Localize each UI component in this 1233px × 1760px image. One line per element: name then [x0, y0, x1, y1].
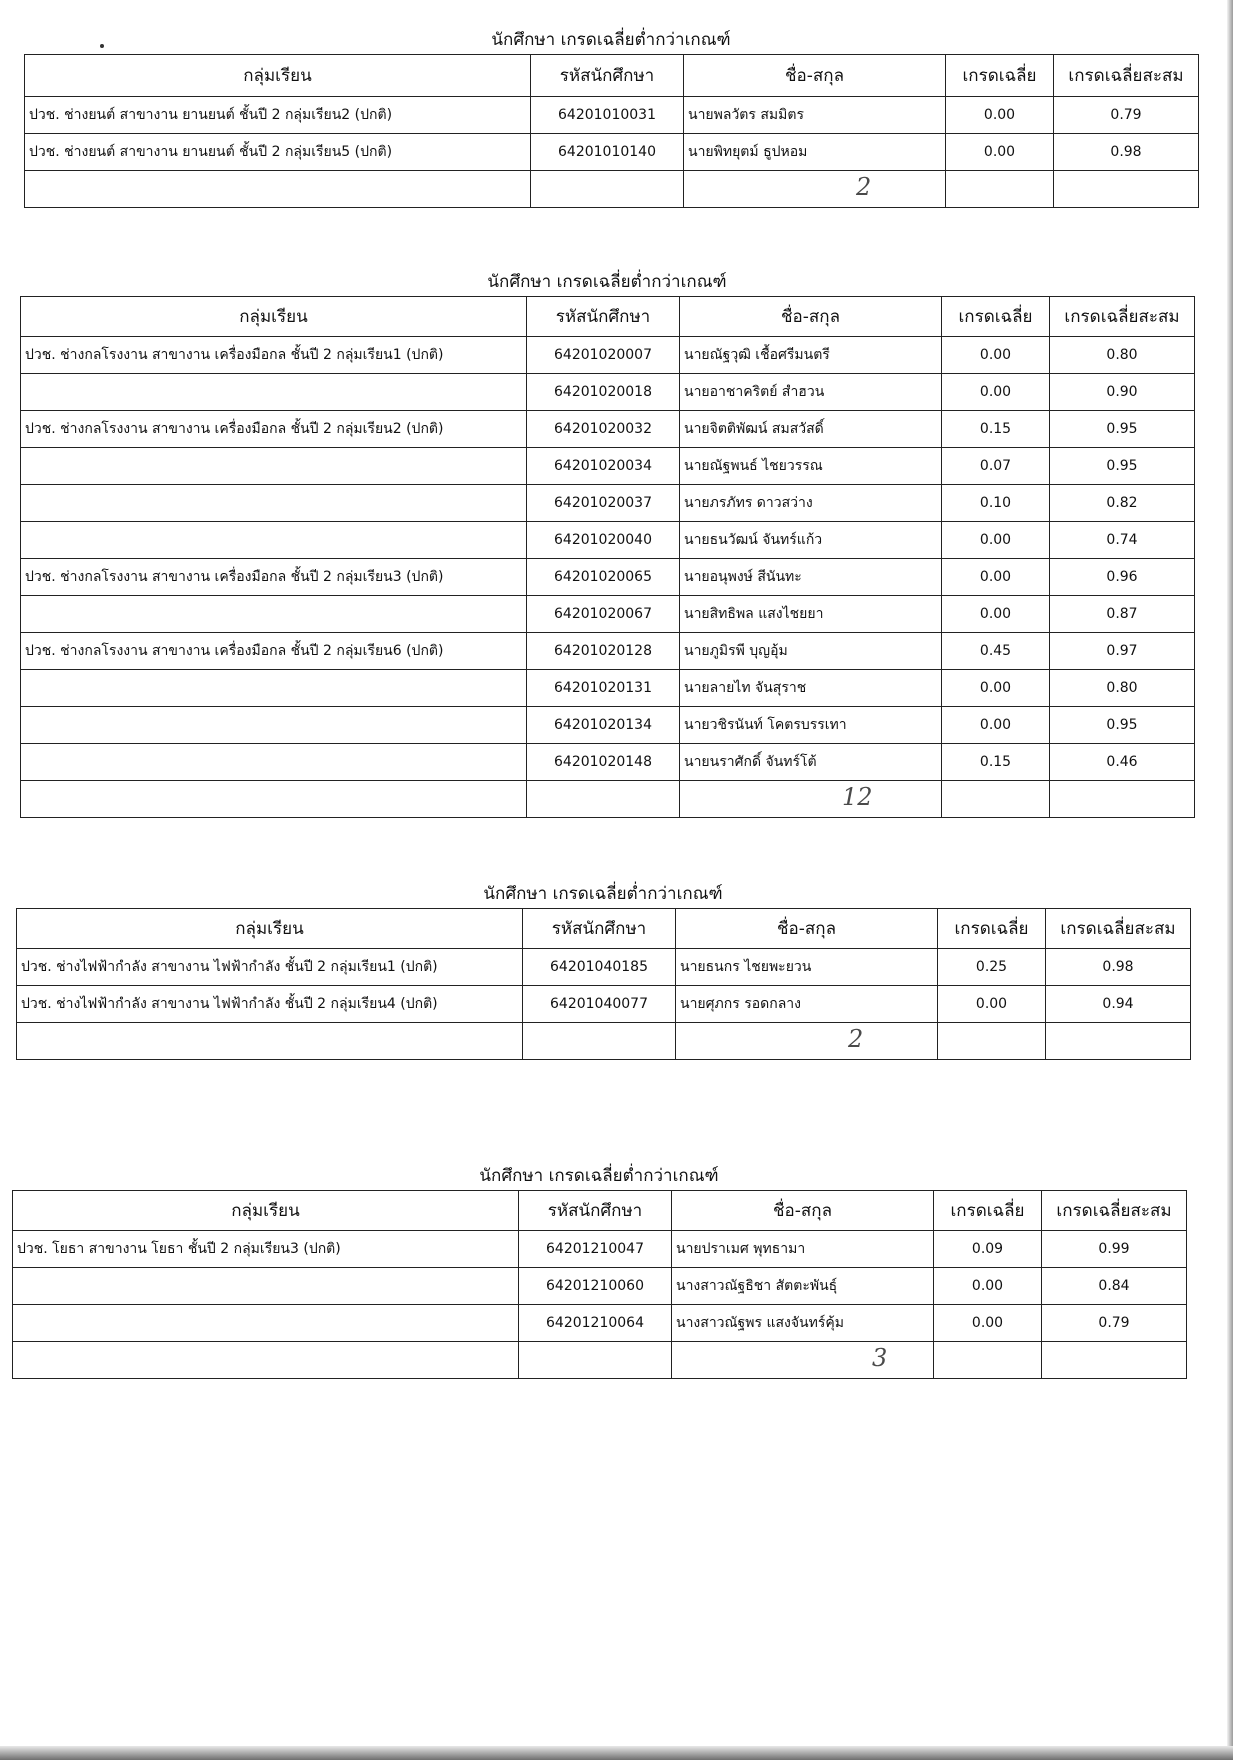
table-row — [17, 986, 1191, 1023]
cell-student-id: 64201020131 — [527, 670, 680, 707]
cell-cumulative-gpa: 0.98 — [1054, 134, 1199, 171]
cell-gpa: 0.10 — [942, 485, 1050, 522]
handwritten-count: 2 — [848, 1025, 864, 1053]
header-gpa: เกรดเฉลี่ย — [934, 1191, 1042, 1231]
cell-name: นายพิทยุตม์ ธูปหอม — [684, 134, 946, 171]
table-row — [17, 949, 1191, 986]
handwritten-count: 2 — [856, 173, 872, 201]
cell-group — [21, 744, 527, 781]
header-cumulative-gpa: เกรดเฉลี่ยสะสม — [1054, 55, 1199, 97]
table-row-blank — [21, 781, 1195, 818]
cell-student-id: 64201020040 — [527, 522, 680, 559]
header-cumulative-gpa: เกรดเฉลี่ยสะสม — [1046, 909, 1191, 949]
cell-group: ปวช. ช่างยนต์ สาขางาน ยานยนต์ ชั้นปี 2 กลุ่มเรียน2 (ปกติ) — [25, 97, 531, 134]
cell-student-id: 64201020148 — [527, 744, 680, 781]
table-row — [21, 337, 1195, 374]
cell-cumulative-gpa: 0.99 — [1042, 1231, 1187, 1268]
cell-cumulative-gpa: 0.95 — [1050, 707, 1195, 744]
cell-student-id: 64201020067 — [527, 596, 680, 633]
header-group: กลุ่มเรียน — [13, 1191, 519, 1231]
cell-group: ปวช. ช่างไฟฟ้ากำลัง สาขางาน ไฟฟ้ากำลัง ชั้นปี 2 กลุ่มเรียน4 (ปกติ) — [17, 986, 523, 1023]
cell-student-id: 64201210047 — [519, 1231, 672, 1268]
table-row — [21, 670, 1195, 707]
cell-cumulative-gpa: 0.79 — [1054, 97, 1199, 134]
table-row — [21, 707, 1195, 744]
section-title: นักศึกษา เกรดเฉลี่ยต่ำกว่าเกณฑ์ — [479, 1166, 719, 1186]
cell-student-id: 64201010031 — [531, 97, 684, 134]
header-name: ชื่อ-สกุล — [684, 55, 946, 97]
cell-group: ปวช. ช่างกลโรงงาน สาขางาน เครื่องมือกล ชั้นปี 2 กลุ่มเรียน1 (ปกติ) — [21, 337, 527, 374]
table-row — [21, 744, 1195, 781]
cell-cumulative-gpa: 0.46 — [1050, 744, 1195, 781]
cell-student-id: 64201020018 — [527, 374, 680, 411]
section-automotive — [24, 26, 1198, 208]
cell-group — [21, 670, 527, 707]
table-row — [25, 134, 1199, 171]
cell-cumulative-gpa: 0.74 — [1050, 522, 1195, 559]
table-row — [13, 1305, 1187, 1342]
cell-name: นายนราศักดิ์ จันทร์โต้ — [680, 744, 942, 781]
cell-gpa: 0.00 — [942, 559, 1050, 596]
scan-edge-shadow — [1227, 0, 1233, 1760]
section-title: นักศึกษา เกรดเฉลี่ยต่ำกว่าเกณฑ์ — [491, 30, 731, 50]
table-row — [13, 1231, 1187, 1268]
header-gpa: เกรดเฉลี่ย — [938, 909, 1046, 949]
cell-group: ปวช. ช่างยนต์ สาขางาน ยานยนต์ ชั้นปี 2 กลุ่มเรียน5 (ปกติ) — [25, 134, 531, 171]
table-row — [21, 374, 1195, 411]
cell-group — [21, 485, 527, 522]
table-row — [21, 559, 1195, 596]
cell-name: นายภูมิรพี บุญอุ้ม — [680, 633, 942, 670]
cell-group: ปวช. ช่างไฟฟ้ากำลัง สาขางาน ไฟฟ้ากำลัง ชั้นปี 2 กลุ่มเรียน1 (ปกติ) — [17, 949, 523, 986]
cell-cumulative-gpa: 0.94 — [1046, 986, 1191, 1023]
cell-gpa: 0.00 — [946, 97, 1054, 134]
cell-cumulative-gpa: 0.95 — [1050, 411, 1195, 448]
cell-name: นายลายไท จันสุราช — [680, 670, 942, 707]
cell-cumulative-gpa: 0.87 — [1050, 596, 1195, 633]
cell-name: นายอาชาคริตย์ สำฮวน — [680, 374, 942, 411]
header-student-id: รหัสนักศึกษา — [527, 297, 680, 337]
cell-gpa: 0.07 — [942, 448, 1050, 485]
cell-name: นายอนุพงษ์ สีนันทะ — [680, 559, 942, 596]
cell-group: ปวช. ช่างกลโรงงาน สาขางาน เครื่องมือกล ชั้นปี 2 กลุ่มเรียน6 (ปกติ) — [21, 633, 527, 670]
cell-group: ปวช. โยธา สาขางาน โยธา ชั้นปี 2 กลุ่มเรียน3 (ปกติ) — [13, 1231, 519, 1268]
cell-group — [21, 596, 527, 633]
header-student-id: รหัสนักศึกษา — [519, 1191, 672, 1231]
cell-gpa: 0.15 — [942, 744, 1050, 781]
cell-gpa: 0.00 — [942, 374, 1050, 411]
cell-name: นายปราเมศ พุทธามา — [672, 1231, 934, 1268]
cell-student-id: 64201020034 — [527, 448, 680, 485]
header-group: กลุ่มเรียน — [25, 55, 531, 97]
cell-name: นายภรภัทร ดาวสว่าง — [680, 485, 942, 522]
cell-group: ปวช. ช่างกลโรงงาน สาขางาน เครื่องมือกล ชั้นปี 2 กลุ่มเรียน2 (ปกติ) — [21, 411, 527, 448]
grade-table — [12, 1190, 1187, 1379]
cell-student-id: 64201010140 — [531, 134, 684, 171]
cell-student-id: 64201040077 — [523, 986, 676, 1023]
handwritten-count: 12 — [842, 783, 873, 811]
cell-gpa: 0.09 — [934, 1231, 1042, 1268]
cell-student-id: 64201020065 — [527, 559, 680, 596]
cell-gpa: 0.00 — [946, 134, 1054, 171]
table-row — [21, 485, 1195, 522]
table-row — [21, 448, 1195, 485]
cell-cumulative-gpa: 0.79 — [1042, 1305, 1187, 1342]
header-gpa: เกรดเฉลี่ย — [942, 297, 1050, 337]
grade-table — [16, 908, 1191, 1060]
cell-name: นายจิตติพัฒน์ สมสวัสดิ์ — [680, 411, 942, 448]
cell-cumulative-gpa: 0.96 — [1050, 559, 1195, 596]
cell-gpa: 0.15 — [942, 411, 1050, 448]
cell-name: นายณัฐพนธ์ ไชยวรรณ — [680, 448, 942, 485]
table-row — [13, 1268, 1187, 1305]
handwritten-count: 3 — [872, 1344, 888, 1372]
cell-name: นายพลวัตร สมมิตร — [684, 97, 946, 134]
cell-group — [21, 522, 527, 559]
cell-gpa: 0.00 — [942, 522, 1050, 559]
cell-name: นางสาวณัฐพร แสงจันทร์คุ้ม — [672, 1305, 934, 1342]
cell-gpa: 0.00 — [942, 670, 1050, 707]
cell-cumulative-gpa: 0.98 — [1046, 949, 1191, 986]
section-machine-shop — [20, 268, 1194, 818]
cell-name: นายธนวัฒน์ จันทร์แก้ว — [680, 522, 942, 559]
header-name: ชื่อ-สกุล — [672, 1191, 934, 1231]
header-student-id: รหัสนักศึกษา — [523, 909, 676, 949]
header-name: ชื่อ-สกุล — [676, 909, 938, 949]
cell-name: นางสาวณัฐธิชา สัตตะพันธุ์ — [672, 1268, 934, 1305]
header-group: กลุ่มเรียน — [21, 297, 527, 337]
table-row-blank — [13, 1342, 1187, 1379]
cell-group — [21, 448, 527, 485]
table-row-blank — [25, 171, 1199, 208]
cell-name: นายณัฐวุฒิ เชื้อศรีมนตรี — [680, 337, 942, 374]
cell-student-id: 64201210060 — [519, 1268, 672, 1305]
cell-student-id: 64201020128 — [527, 633, 680, 670]
cell-gpa: 0.45 — [942, 633, 1050, 670]
cell-gpa: 0.25 — [938, 949, 1046, 986]
cell-student-id: 64201040185 — [523, 949, 676, 986]
table-row — [21, 522, 1195, 559]
cell-name: นายวชิรนันท์ โคตรบรรเทา — [680, 707, 942, 744]
cell-cumulative-gpa: 0.97 — [1050, 633, 1195, 670]
section-title: นักศึกษา เกรดเฉลี่ยต่ำกว่าเกณฑ์ — [487, 272, 727, 292]
section-civil — [12, 1162, 1186, 1379]
header-cumulative-gpa: เกรดเฉลี่ยสะสม — [1042, 1191, 1187, 1231]
cell-name: นายศุภกร รอดกลาง — [676, 986, 938, 1023]
header-gpa: เกรดเฉลี่ย — [946, 55, 1054, 97]
grade-table — [24, 54, 1199, 208]
cell-cumulative-gpa: 0.80 — [1050, 670, 1195, 707]
cell-gpa: 0.00 — [942, 337, 1050, 374]
cell-student-id: 64201210064 — [519, 1305, 672, 1342]
cell-student-id: 64201020134 — [527, 707, 680, 744]
table-row — [21, 596, 1195, 633]
cell-student-id: 64201020037 — [527, 485, 680, 522]
cell-student-id: 64201020007 — [527, 337, 680, 374]
cell-group — [21, 707, 527, 744]
cell-gpa: 0.00 — [934, 1268, 1042, 1305]
header-group: กลุ่มเรียน — [17, 909, 523, 949]
scan-bottom-shadow — [0, 1746, 1233, 1760]
table-row-blank — [17, 1023, 1191, 1060]
cell-gpa: 0.00 — [934, 1305, 1042, 1342]
cell-gpa: 0.00 — [942, 596, 1050, 633]
cell-group: ปวช. ช่างกลโรงงาน สาขางาน เครื่องมือกล ชั้นปี 2 กลุ่มเรียน3 (ปกติ) — [21, 559, 527, 596]
section-title: นักศึกษา เกรดเฉลี่ยต่ำกว่าเกณฑ์ — [483, 884, 723, 904]
cell-cumulative-gpa: 0.80 — [1050, 337, 1195, 374]
header-student-id: รหัสนักศึกษา — [531, 55, 684, 97]
cell-cumulative-gpa: 0.82 — [1050, 485, 1195, 522]
cell-group — [13, 1268, 519, 1305]
cell-group — [13, 1305, 519, 1342]
cell-name: นายธนกร ไชยพะยวน — [676, 949, 938, 986]
section-electrical-power — [16, 880, 1190, 1060]
cell-cumulative-gpa: 0.90 — [1050, 374, 1195, 411]
cell-cumulative-gpa: 0.95 — [1050, 448, 1195, 485]
header-cumulative-gpa: เกรดเฉลี่ยสะสม — [1050, 297, 1195, 337]
table-row — [21, 411, 1195, 448]
grade-table — [20, 296, 1195, 818]
cell-group — [21, 374, 527, 411]
header-name: ชื่อ-สกุล — [680, 297, 942, 337]
cell-gpa: 0.00 — [938, 986, 1046, 1023]
cell-gpa: 0.00 — [942, 707, 1050, 744]
cell-student-id: 64201020032 — [527, 411, 680, 448]
table-row — [25, 97, 1199, 134]
table-row — [21, 633, 1195, 670]
cell-cumulative-gpa: 0.84 — [1042, 1268, 1187, 1305]
cell-name: นายสิทธิพล แสงไชยยา — [680, 596, 942, 633]
